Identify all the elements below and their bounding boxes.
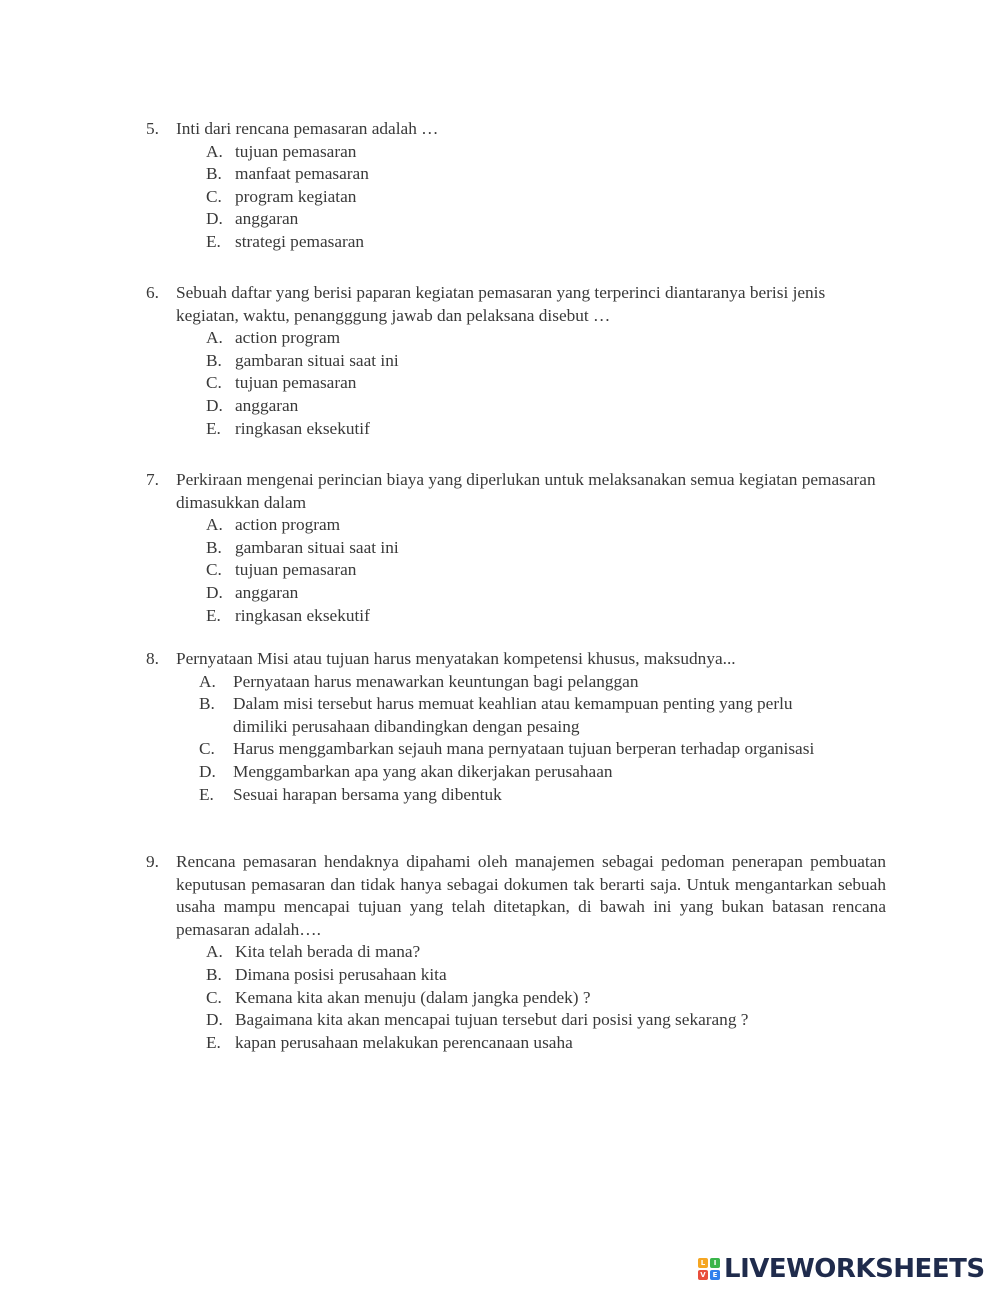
option-list — [146, 327, 886, 440]
option-letter: C. — [199, 739, 215, 759]
option-letter: A. — [206, 942, 223, 962]
option-letter: B. — [206, 537, 222, 557]
option-text: tujuan pemasaran — [235, 141, 357, 161]
option-c[interactable] — [199, 738, 826, 761]
option-letter: E. — [206, 605, 221, 625]
question-stem: Sebuah daftar yang berisi paparan kegiatan pemasaran yang terperinci diantaranya berisi jenis kegiatan, waktu, penangggung jawab dan pelaksana disebut … — [176, 283, 826, 325]
option-letter: B. — [199, 694, 215, 714]
question-6 — [146, 282, 886, 440]
logo-mark-tile: L — [698, 1258, 708, 1268]
option-letter: E. — [199, 784, 214, 804]
option-c[interactable] — [206, 987, 886, 1010]
question-stem: Inti dari rencana pemasaran adalah … — [176, 119, 439, 138]
option-text: Pernyataan harus menawarkan keuntungan bagi pelanggan — [233, 671, 639, 691]
option-letter: D. — [199, 761, 216, 781]
option-letter: E. — [206, 418, 221, 438]
option-text: manfaat pemasaran — [235, 164, 369, 184]
option-a[interactable] — [206, 941, 886, 964]
question-number: 8. — [146, 649, 159, 668]
option-e[interactable] — [206, 231, 886, 254]
option-text: Dalam misi tersebut harus memuat keahlian atau kemampuan penting yang perlu dimiliki perusahaan dibandingkan dengan pesaing — [233, 694, 793, 736]
question-8 — [146, 648, 886, 806]
option-text: Harus menggambarkan sejauh mana pernyataan tujuan berperan terhadap organisasi — [233, 739, 815, 759]
option-c[interactable] — [206, 186, 886, 209]
option-text: kapan perusahaan melakukan perencanaan usaha — [235, 1032, 573, 1052]
logo-text: LIVEWORKSHEETS — [724, 1254, 985, 1284]
option-letter: E. — [206, 231, 221, 251]
option-text: Dimana posisi perusahaan kita — [235, 964, 447, 984]
option-text: tujuan pemasaran — [235, 373, 357, 393]
option-text: ringkasan eksekutif — [235, 605, 370, 625]
option-a[interactable] — [206, 327, 886, 350]
option-text: tujuan pemasaran — [235, 560, 357, 580]
option-text: strategi pemasaran — [235, 231, 365, 251]
option-letter: C. — [206, 186, 222, 206]
question-stem: Pernyataan Misi atau tujuan harus menyatakan kompetensi khusus, maksudnya... — [176, 649, 736, 668]
option-d[interactable] — [199, 761, 826, 784]
option-c[interactable] — [206, 372, 886, 395]
option-letter: C. — [206, 987, 222, 1007]
logo-mark-tile: V — [698, 1270, 708, 1280]
option-text: Sesuai harapan bersama yang dibentuk — [233, 784, 502, 804]
question-number: 9. — [146, 852, 159, 871]
option-a[interactable] — [206, 141, 886, 164]
option-letter: D. — [206, 395, 223, 415]
logo-mark-tile: I — [710, 1258, 720, 1268]
option-list — [146, 141, 886, 254]
option-e[interactable] — [206, 418, 886, 441]
option-letter: B. — [206, 964, 222, 984]
option-letter: B. — [206, 164, 222, 184]
option-text: ringkasan eksekutif — [235, 418, 370, 438]
option-letter: D. — [206, 209, 223, 229]
option-b[interactable] — [199, 693, 826, 738]
question-7 — [146, 469, 886, 627]
option-e[interactable] — [206, 1032, 886, 1055]
option-text: action program — [235, 515, 341, 535]
option-letter: C. — [206, 373, 222, 393]
logo-mark-icon — [698, 1258, 720, 1280]
option-d[interactable] — [206, 208, 886, 231]
option-letter: E. — [206, 1032, 221, 1052]
option-list — [146, 671, 826, 807]
option-list — [146, 514, 886, 627]
option-a[interactable] — [199, 671, 826, 694]
logo-mark-tile: E — [710, 1270, 720, 1280]
question-5 — [146, 118, 886, 254]
option-b[interactable] — [206, 163, 886, 186]
question-number: 7. — [146, 470, 159, 489]
option-text: action program — [235, 328, 341, 348]
option-d[interactable] — [206, 582, 886, 605]
question-number: 5. — [146, 119, 159, 138]
option-text: gambaran situai saat ini — [235, 350, 399, 370]
question-stem: Perkiraan mengenai perincian biaya yang diperlukan untuk melaksanakan semua kegiatan pemasaran dimasukkan dalam — [176, 470, 876, 512]
option-letter: A. — [199, 671, 216, 691]
option-letter: B. — [206, 350, 222, 370]
option-d[interactable] — [206, 395, 886, 418]
option-list — [146, 941, 886, 1054]
option-text: anggaran — [235, 209, 299, 229]
option-b[interactable] — [206, 537, 886, 560]
option-letter: A. — [206, 141, 223, 161]
option-text: Menggambarkan apa yang akan dikerjakan perusahaan — [233, 761, 613, 781]
option-text: Bagaimana kita akan mencapai tujuan tersebut dari posisi yang sekarang ? — [235, 1010, 749, 1030]
option-text: anggaran — [235, 395, 299, 415]
option-e[interactable] — [199, 784, 826, 807]
option-a[interactable] — [206, 514, 886, 537]
question-stem: Rencana pemasaran hendaknya dipahami oleh manajemen sebagai pedoman penerapan pembuatan keputusan pemasaran dan tidak hanya sebagai dokumen tak berarti saja. Untuk mengantarkan sebuah usaha mampu mencapai tujuan yang telah ditetapkan, di bawah ini yang bukan batasan rencana pemasaran adalah…. — [176, 852, 886, 939]
option-b[interactable] — [206, 350, 886, 373]
option-letter: D. — [206, 582, 223, 602]
option-text: Kita telah berada di mana? — [235, 942, 421, 962]
option-letter: A. — [206, 515, 223, 535]
question-number: 6. — [146, 283, 159, 302]
option-text: gambaran situai saat ini — [235, 537, 399, 557]
option-b[interactable] — [206, 964, 886, 987]
option-c[interactable] — [206, 559, 886, 582]
option-d[interactable] — [206, 1009, 886, 1032]
option-letter: D. — [206, 1010, 223, 1030]
option-letter: A. — [206, 328, 223, 348]
option-e[interactable] — [206, 605, 886, 628]
option-text: Kemana kita akan menuju (dalam jangka pendek) ? — [235, 987, 591, 1007]
question-9 — [146, 851, 886, 1054]
option-text: anggaran — [235, 582, 299, 602]
option-letter: C. — [206, 560, 222, 580]
liveworksheets-logo[interactable] — [698, 1254, 985, 1284]
option-text: program kegiatan — [235, 186, 357, 206]
